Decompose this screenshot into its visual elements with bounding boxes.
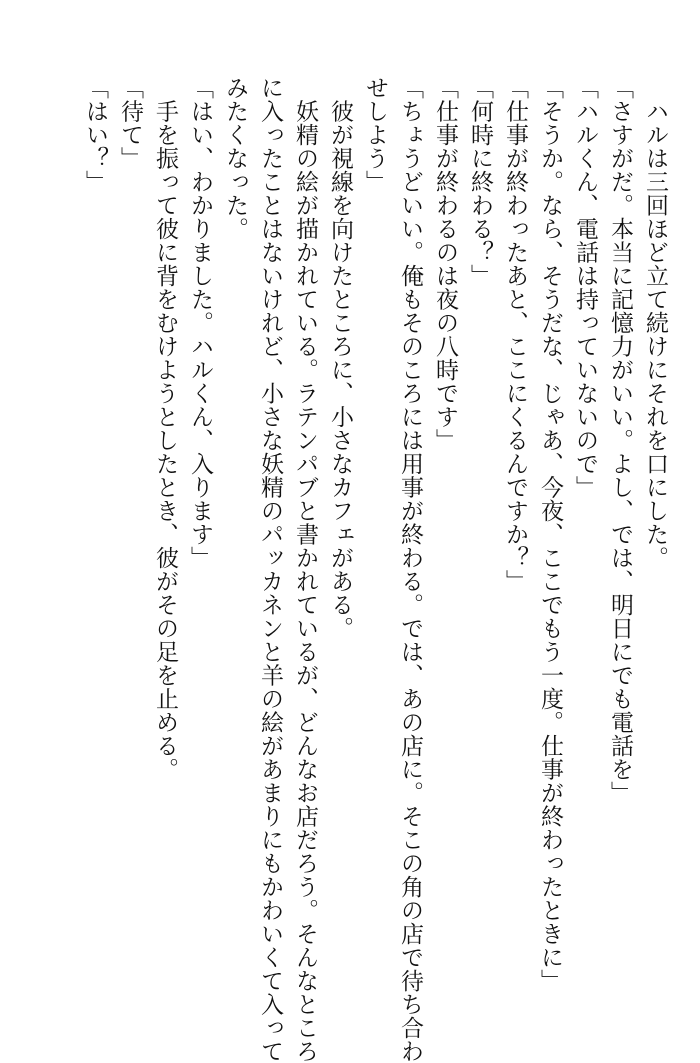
text-line-6: 「何時に終わる？」 [467, 76, 493, 288]
text-line-11: 妖精の絵が描かれている。ラテンパブと書かれているが、どんなお店だろう。そんなところ [292, 76, 318, 1063]
vertical-text-body [44, 76, 672, 1063]
text-line-9: せしよう」 [362, 76, 388, 194]
text-line-15: 手を振って彼に背をむけようとしたとき、彼がその足を止める。 [152, 76, 178, 781]
text-line-17: 「はい？」 [82, 76, 108, 194]
text-line-1: ハルは三回ほど立て続けにそれを口にした。 [642, 76, 668, 570]
text-line-8: 「ちょうどいい。俺もそのころには用事が終わる。では、あの店に。そこの角の店で待ち合わ [397, 76, 423, 1063]
text-line-12: に入ったことはないけれど、小さな妖精のパッカネンと羊の絵があまりにもかわいくて入って [257, 76, 283, 1063]
text-line-13: みたくなった。 [222, 76, 248, 241]
text-line-7: 「仕事が終わるのは夜の八時です」 [432, 76, 458, 452]
text-line-16: 「待て」 [117, 76, 143, 170]
text-line-3: 「ハルくん、電話は持っていないので」 [572, 76, 598, 499]
text-line-4: 「そうか。なら、そうだな、じゃあ、今夜、ここでもう一度。仕事が終わったときに」 [537, 76, 563, 993]
text-line-5: 「仕事が終わったあと、ここにくるんですか？」 [502, 76, 528, 593]
text-line-14: 「はい、わかりました。ハルくん、入ります」 [187, 76, 213, 570]
text-line-2: 「さすがだ。本当に記憶力がいい。よし、では、明日にでも電話を」 [607, 76, 633, 805]
text-line-10: 彼が視線を向けたところに、小さなカフェがある。 [327, 76, 353, 640]
